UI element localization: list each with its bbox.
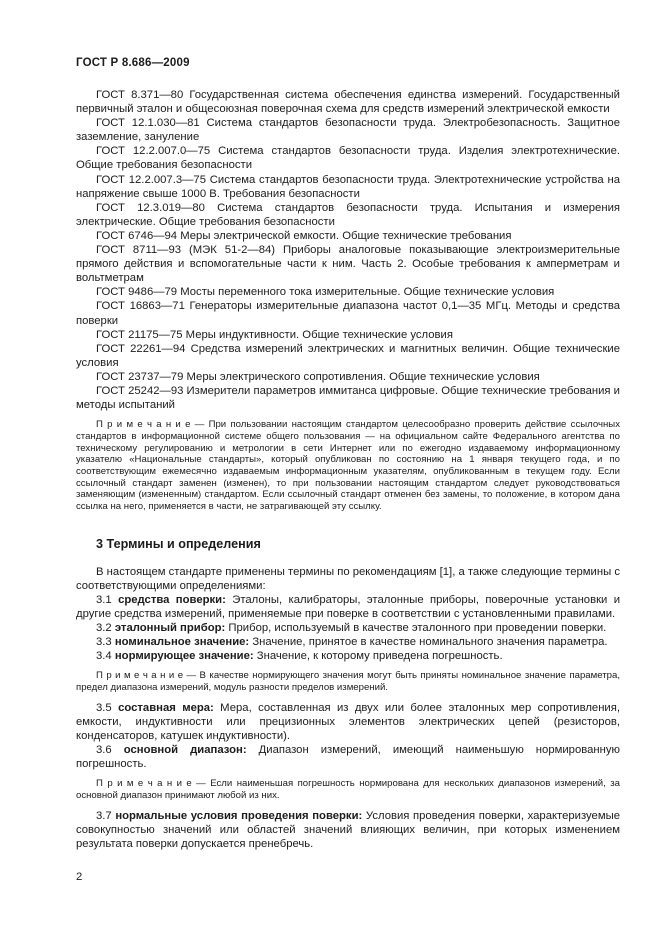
paragraph-text: 3.3 [96,636,115,649]
paragraph-text: ГОСТ 12.2.007.3—75 Система стандартов безопасности труда. Электротехнические устройства на напряжение свыше 1000 В. Требования безопасности [76,173,620,200]
body-paragraph [76,342,620,370]
body-paragraph [76,328,620,342]
paragraph-text: ГОСТ 6746—94 Меры электрической емкости. Общие технические требования [96,229,512,242]
body-paragraph [76,229,620,243]
body-paragraph [76,649,620,663]
document-body [76,88,620,851]
body-paragraph [76,701,620,743]
body-paragraph [76,88,620,116]
body-paragraph [76,621,620,635]
paragraph-text: ГОСТ 12.1.030—81 Система стандартов безопасности труда. Электробезопасность. Защитное заземление, зануление [76,117,620,144]
body-paragraph [76,285,620,299]
paragraph-text: П р и м е ч а н и е — При пользовании настоящим стандартом целесообразно проверить действие ссылочных стандартов в информационной системе общего пользования — на официальном сайте Федерального агентства по техническому регулированию и метрологии в сети Интернет или по ежегодно издаваемому информационному указателю «Национальные стандарты», который опубликован по состоянию на 1 января текущего года, и по соответствующим ежемесячно издаваемым информационным указателям, опубликованным в текущем году. Если ссылочный стандарт заменен (изменен), то при пользовании настоящим стандартом следует руководствоваться заменяющим (измененным) стандартом. Если ссылочный стандарт отменен без замены, то положение, в котором дана ссылка на него, применяется в части, не затрагивающей эту ссылку. [76,419,620,513]
paragraph-text: Диапазон измерений, имеющий наименьшую нормированную погрешность. [76,744,621,771]
paragraph-text: ГОСТ 21175—75 Меры индуктивности. Общие технические условия [96,328,453,341]
term-bold-text: нормирующее значение: [114,650,254,663]
term-bold-text: нормальные условия проведения поверки: [115,809,363,822]
paragraph-text: Значение, принятое в качестве номинального значения параметра. [249,636,608,649]
term-bold-text: эталонный прибор: [114,622,226,635]
term-bold-text: средства поверки: [118,593,226,606]
paragraph-text: Эталоны, калибраторы, эталонные приборы, поверочные установки и другие средства измерений, применяемые при поверке в соответствии с установленными правилами. [76,593,621,621]
paragraph-text: П р и м е ч а н и е — Если наименьшая погрешность нормирована для нескольких диапазонов измерений, за основной диапазон принимают любой из них. [76,778,620,802]
paragraph-text: Условия проведения поверки, характеризуемые совокупностью значений или областей значений влияющих величин, при которых изменением результата поверки допускается пренебречь. [76,809,621,850]
paragraph-text: Прибор, используемый в качестве эталонного при проведении поверки. [225,622,607,635]
section-heading [76,537,620,551]
paragraph-text: Значение, к которому приведена погрешность. [253,650,503,663]
body-paragraph [76,384,620,412]
term-bold-text: составная мера: [118,701,214,714]
paragraph-text: 3.1 [96,593,119,606]
term-bold-text: номинальное значение: [114,636,250,649]
note-paragraph [76,419,620,513]
body-paragraph [76,743,620,771]
note-paragraph [76,670,620,693]
body-paragraph [76,593,620,621]
body-paragraph [76,809,620,851]
paragraph-text: 3.5 [96,701,119,714]
body-paragraph [76,565,620,593]
paragraph-text: 3 Термины и определения [96,536,261,551]
paragraph-text: ГОСТ 25242—93 Измерители параметров иммитанса цифровые. Общие технические требования и методы испытаний [76,384,620,412]
paragraph-text: Мера, составленная из двух или более эталонных мер сопротивления, емкости, индуктивности или прецизионных элементов электрических цепей (резисторов, конденсаторов, катушек индуктивности). [76,701,621,743]
paragraph-text: 3.6 [96,744,124,757]
paragraph-text: В настоящем стандарте применены термины по рекомендациям [1], а также следующие термины с соответствующими определениями: [76,565,620,592]
paragraph-text: ГОСТ 8.371—80 Государственная система обеспечения единства измерений. Государственный первичный эталон и общесоюзная поверочная схема для средств измерений электрической емкости [76,89,620,116]
paragraph-text: 3.4 [96,650,115,663]
paragraph-text: ГОСТ 12.2.007.0—75 Система стандартов безопасности труда. Изделия электротехнические. Общие требования безопасности [76,145,620,172]
body-paragraph [76,144,620,172]
body-paragraph [76,299,620,327]
document-header: ГОСТ Р 8.686—2009 [76,57,190,69]
body-paragraph [76,116,620,144]
paragraph-text: ГОСТ 9486—79 Мосты переменного тока измерительные. Общие технические условия [96,286,555,299]
paragraph-text: 3.7 [96,809,116,822]
paragraph-text: ГОСТ 22261—94 Средства измерений электрических и магнитных величин. Общие технические условия [76,342,620,369]
page-number: 2 [76,871,83,883]
note-paragraph [76,778,620,801]
body-paragraph [76,173,620,201]
body-paragraph [76,243,620,285]
paragraph-text: ГОСТ 8711—93 (МЭК 51-2—84) Приборы аналоговые показывающие электроизмерительные прямого действия и вспомогательные части к ним. Часть 2. Особые требования к амперметрам и вольтметрам [76,244,620,285]
paragraph-text: П р и м е ч а н и е — В качестве нормирующего значения могут быть приняты номинальное значение параметра, предел диапазона измерений, модуль разности пределов измерений. [76,670,620,694]
body-paragraph [76,201,620,229]
paragraph-text: ГОСТ 23737—79 Меры электрического сопротивления. Общие технические условия [96,370,540,383]
paragraph-text: 3.2 [96,622,115,635]
body-paragraph [76,635,620,649]
paragraph-text: ГОСТ 16863—71 Генераторы измерительные диапазона частот 0,1—35 МГц. Методы и средства поверки [76,300,620,327]
term-bold-text: основной диапазон: [123,744,247,757]
body-paragraph [76,370,620,384]
paragraph-text: ГОСТ 12.3.019—80 Система стандартов безопасности труда. Испытания и измерения электрические. Общие требования безопасности [76,201,620,228]
